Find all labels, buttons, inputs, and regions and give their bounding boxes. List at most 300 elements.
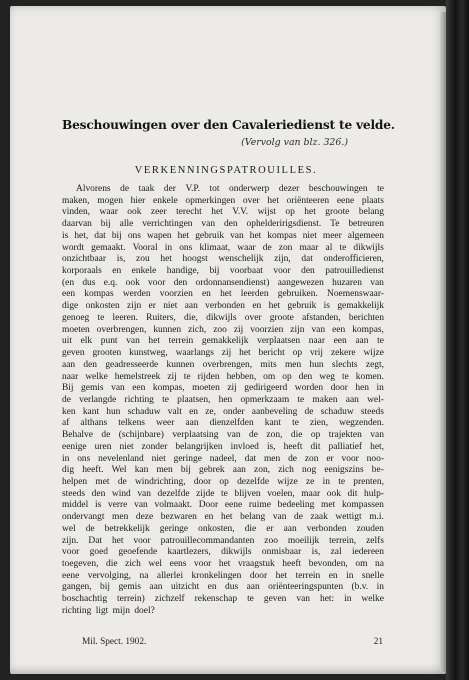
word: gedirigeerd [244,383,288,394]
word: in [322,476,330,487]
word: zon [304,453,319,464]
word: te [97,312,105,323]
word: handige, [166,266,199,277]
word: kompassen [341,500,384,511]
text-line [62,395,384,407]
word: dit [310,441,321,452]
word: geringe [173,453,202,464]
word: verlangde [79,394,117,405]
word: van [370,430,384,441]
word: zeer [150,207,167,218]
word: deze [135,512,154,523]
word: m.i. [369,512,384,523]
word: zich, [188,324,207,335]
word: patrouillecommandanten [160,535,255,546]
word: en [204,512,214,523]
word: het [275,570,288,581]
word: e.q. [103,277,118,288]
word: der [163,184,176,194]
text-line [62,571,384,583]
word: wegzenden. [339,418,384,429]
word: welke [361,594,384,605]
word: enkele [131,266,157,277]
word: oriënteeren [286,195,330,206]
word: genoeg [62,312,90,323]
word: welke [85,371,108,382]
word: door [249,570,268,581]
word: den [91,488,106,499]
word: dienzelfden [209,418,254,429]
word: alle [119,219,134,230]
section-heading: VERKENNINGSPATROUILLES. [134,165,318,176]
word: den [173,277,188,288]
word: (b.v. [351,582,369,593]
word: van [111,383,125,394]
word: gemaakt. [91,242,126,253]
word: belangrijken [175,441,223,452]
word: zon, [266,430,283,441]
word: niet [163,301,178,312]
word: dat [244,453,257,464]
text-line [62,477,384,489]
word: wind [111,488,131,499]
word: den [301,266,315,277]
word: niet [151,453,166,464]
word: geoefende [118,547,158,558]
word: in [376,383,384,394]
word: nevelenland [98,453,144,464]
word: over [242,195,260,206]
word: zij [221,348,232,359]
word: groote [325,207,350,218]
word: opmerkingen [185,195,236,206]
word: het [267,195,279,206]
word: een [333,336,347,347]
word: het [268,301,281,312]
word: aan [246,582,260,593]
word: te [377,184,384,194]
word: bericht [258,348,285,359]
word: bij [209,266,220,277]
word: algemeen [347,230,384,241]
text-line [62,454,384,466]
word: kompas, [352,324,384,335]
word: ook [326,488,341,499]
word: bij [111,230,122,241]
word: voor [62,547,80,558]
word: de [120,184,130,194]
word: gebrek [198,465,225,476]
word: nadeel, [209,453,237,464]
word: (schijnbare) [118,430,164,441]
word: wel- [367,394,384,405]
word: te [339,242,347,253]
word: is, [311,547,321,558]
word: te [183,371,191,382]
word: toegeven, [62,559,99,569]
word: het [177,230,190,241]
word: van [226,430,241,441]
word: hier [130,195,146,206]
word: vraagstuk [238,559,275,569]
word: in [344,594,352,605]
word: zon [278,242,293,253]
word: het [239,348,251,359]
word: de [85,523,95,534]
word: zijn. [62,535,79,546]
word: wijst [257,207,276,218]
word: uit [62,336,72,347]
word: Behalve [62,430,93,441]
word: wettigt [335,512,362,523]
word: komen. [355,371,384,382]
word: dus [82,277,96,288]
word: het [249,230,262,241]
word: ons [179,242,193,253]
word: na [139,570,149,581]
word: onmisbaar [261,547,302,558]
word: het [160,254,172,265]
word: Dat [88,535,103,546]
text-line [62,360,384,372]
word: aan [232,465,246,476]
text-line [62,430,384,442]
word: eenigszins [324,465,364,476]
word: al [325,242,333,253]
word: aan [62,359,76,370]
text-line [62,594,384,606]
word: zal [330,547,342,558]
word: de [62,394,71,405]
word: kompas [267,230,297,241]
word: te [338,476,346,487]
word: maken [312,394,338,405]
word: gemakkelijk [201,336,249,347]
word: van [126,336,140,347]
word: verplaatsen [257,336,301,347]
word: uren [94,441,112,452]
word: verbonden [205,301,245,312]
word: af [62,418,70,429]
word: in [376,582,384,593]
word: aan [185,418,199,429]
word: door [330,383,348,394]
word: het, [74,230,89,241]
word: middel [62,500,89,511]
word: weer [156,418,175,429]
word: plaats [361,195,384,206]
word: steeds [360,406,384,417]
word: ons [127,230,141,241]
text-line [62,559,384,571]
word: plaatsen, [177,394,211,405]
word: die, [184,312,198,323]
word: bevonden, [308,559,348,569]
word: enkele [153,195,178,206]
word: wijze [277,476,298,487]
text-line [62,336,384,348]
word: Bij [62,383,74,394]
word: onderofficieren, [323,254,384,265]
body-paragraph [62,184,384,618]
word: te [297,394,305,405]
word: onkosten [85,301,120,312]
word: richting [124,394,154,405]
word: hemelstreek [114,371,161,382]
word: dikwijls [206,312,237,323]
word: kompas [84,289,114,300]
text-line [62,313,384,325]
word: te [292,418,299,429]
word: blijven [234,488,261,499]
word: dat [301,254,313,265]
word: leeren. [112,312,138,323]
word: voorzien [159,289,193,300]
word: Noemenswaar- [327,289,384,300]
word: iedereen [351,547,384,558]
word: dige [62,301,79,312]
word: die [106,559,118,569]
word: voor [194,559,212,569]
word: van [311,324,326,335]
word: onzichtbaar [62,254,107,265]
word: aan [355,336,369,347]
word: te [341,371,349,382]
word: oriënteeringspunten [268,582,344,593]
text-line [62,524,384,536]
text-line [62,442,384,454]
text-line [62,231,384,243]
book-spine [446,0,469,680]
word: kompas, [152,383,185,394]
word: en [201,289,211,300]
word: betreuren [348,219,384,230]
word: en [112,266,122,277]
word: Wel [111,465,127,476]
word: hun [106,406,121,417]
word: de [249,430,258,441]
word: bedeeling [277,500,315,511]
word: zijn, [274,254,291,265]
word: schaduw [127,406,161,417]
word: het [220,512,233,523]
word: de [304,406,314,417]
word: tot [209,184,220,194]
word: is [94,500,102,511]
word: eene [224,500,243,511]
word: dikwijls [353,242,384,253]
word: gebruik [287,301,317,312]
word: en [207,582,217,593]
word: op [285,207,295,218]
text-line [62,207,384,219]
word: van [230,230,244,241]
word: na [375,559,384,569]
word: de [117,476,127,487]
word: verrichtingen [142,219,193,230]
word: zoo [264,535,278,546]
word: Vooral [132,242,158,253]
word: grooten [92,348,122,359]
text-line [62,289,384,301]
word: zijde [196,488,215,499]
text-line [62,196,384,208]
word: op [292,348,303,359]
word: Ruiters, [146,312,176,323]
word: steeds [62,488,86,499]
word: allerlei [156,570,184,581]
word: voor [273,266,291,277]
word: korporaals [62,266,102,277]
page-number: 21 [373,637,383,647]
word: het [218,559,231,569]
text-line [62,547,384,559]
word: wel [62,523,76,534]
word: punt [100,336,118,347]
word: snelle [361,570,384,581]
word: mogen [97,195,123,206]
word: meer [322,230,342,241]
word: het [211,207,223,218]
word: slechts [331,359,358,370]
word: dezelfde [237,476,270,487]
word: gemis [81,383,104,394]
word: moeten [192,383,220,394]
word: bezwaren [160,512,197,523]
word: boschachtig [62,594,108,605]
word: zijn [290,324,305,335]
word: het [304,207,316,218]
word: valt [167,406,182,417]
word: wordt [62,242,85,253]
word: (en [62,277,75,288]
word: be- [371,465,384,476]
word: Te [330,219,340,230]
word: waar [237,242,256,253]
word: kunnen [153,324,182,335]
word: geven [62,348,85,359]
word: rijden [197,371,220,382]
word: maken, [62,195,90,206]
word: voor [133,535,151,546]
word: opmerkzaam [240,394,290,405]
word: kronkelingen [191,570,242,581]
word: de [288,453,297,464]
footer-journal: Mil. Spect. 1902. [82,637,147,647]
word: hebben, [226,371,257,382]
word: onder [223,406,245,417]
word: aan [345,394,359,405]
word: is, [266,441,276,452]
word: geringe [159,523,189,534]
word: in [346,570,354,581]
word: van [201,219,216,230]
text-line [62,489,384,501]
word: gemakkelijk [337,301,384,312]
text-line [62,184,384,196]
word: niet [119,441,134,452]
word: den [298,371,313,382]
word: het [111,535,124,546]
word: vinden, [62,207,91,218]
text-line [62,582,384,594]
word: te [247,594,254,605]
word: een [62,289,76,300]
word: naar [62,371,79,382]
word: V.P. [185,184,200,194]
word: de [262,242,272,253]
word: trajekten [328,430,362,441]
text-line [62,418,384,430]
page-footer [82,637,383,647]
word: op [282,371,292,382]
word: invloed [230,441,259,452]
word: zich [278,465,294,476]
word: dig [62,465,75,476]
text-line [62,407,384,419]
word: onderwerp [229,184,270,194]
word: ze [305,476,315,487]
word: een [332,324,346,335]
word: hulp- [364,488,384,499]
word: beschouwingen [308,184,368,194]
word: voor [148,277,166,288]
word: men [263,453,281,464]
word: taak [138,184,155,194]
word: en [328,570,338,581]
text-line: richting ligt mijn doel? [62,605,155,616]
word: althans [80,418,108,429]
word: ruime [248,500,271,511]
word: ordonnansendienst) [195,277,270,288]
word: berichten [348,312,384,323]
word: gebruik [195,230,225,241]
word: niet [302,230,317,241]
word: ondervangt [62,512,105,523]
word: heeft [283,441,303,452]
word: patrouilledienst [325,266,384,277]
word: van [134,500,148,511]
word: elk [80,336,93,347]
word: betrekkelijk [104,523,150,534]
word: telkens [118,418,145,429]
word: ook [127,207,142,218]
word: zij [167,371,177,382]
word: ophelderirigsdienst. [246,219,322,230]
word: er [326,453,334,464]
word: den [223,219,238,230]
word: hen [355,383,370,394]
text-line [62,243,384,255]
word: weg [319,371,335,382]
word: noo- [366,453,384,464]
word: het: [319,594,335,605]
word: heeft [282,559,302,569]
word: overbrengen, [202,359,253,370]
word: van [296,594,310,605]
word: met [95,476,110,487]
word: zich [125,559,141,569]
word: V.V. [232,207,249,218]
word: op [310,430,321,441]
word: werden [122,289,151,300]
text-line [62,512,384,524]
word: ons [77,453,91,464]
word: waar [99,207,118,218]
word: kant [82,406,100,417]
word: ook [125,277,140,288]
word: gemis [118,582,141,593]
